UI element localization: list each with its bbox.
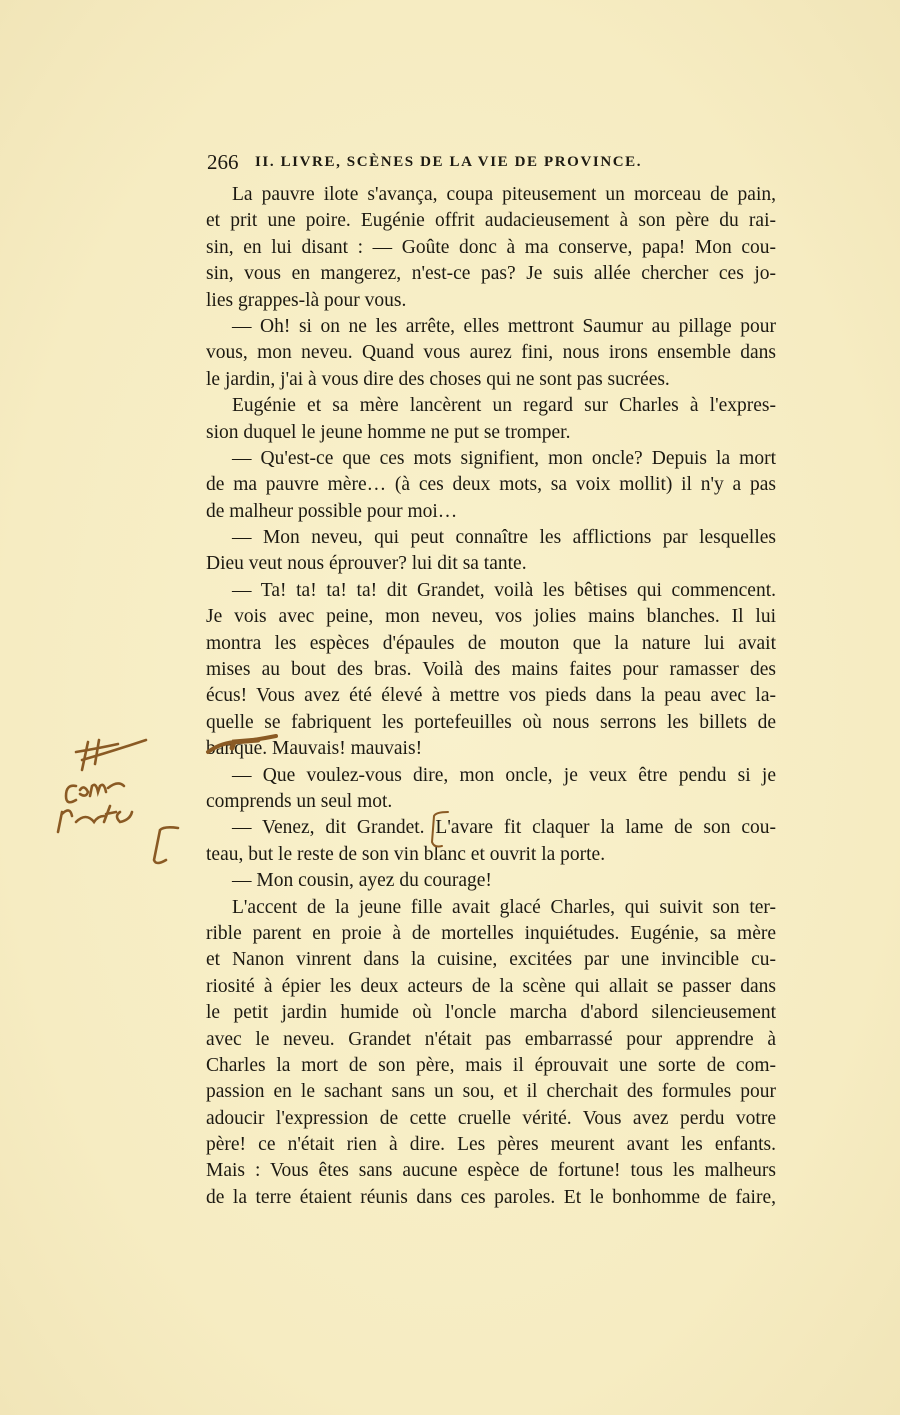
paragraph-bracket-mark-icon	[154, 827, 178, 863]
text-line-content: passion en le sachant sans un sou, et il cherchait des formules pour	[206, 1081, 776, 1103]
text-line-content: le jardin, j'ai à vous dire des choses qui ne sont pas sucrées.	[206, 368, 670, 390]
text-line	[206, 578, 776, 604]
text-line	[206, 1079, 776, 1105]
text-line	[206, 604, 776, 630]
text-line-content: de ma pauvre mère… (à ces deux mots, sa voix mollit) il n'y a pas	[206, 474, 776, 496]
running-title: II. LIVRE, SCÈNES DE LA VIE DE PROVINCE.	[255, 154, 643, 170]
text-line	[206, 710, 776, 736]
text-line-content: et prit une poire. Eugénie offrit audacieusement à son père du rai-	[206, 210, 776, 232]
text-line-content: Mais : Vous êtes sans aucune espèce de fortune! tous les malheurs	[206, 1160, 776, 1182]
text-line	[206, 974, 776, 1000]
text-line-content: adoucir l'expression de cette cruelle vérité. Vous avez perdu votre	[206, 1107, 776, 1129]
text-line-content: riosité à épier les deux acteurs de la scène qui allait se passer dans	[206, 975, 776, 997]
text-line	[206, 921, 776, 947]
text-line	[206, 367, 776, 393]
text-line	[206, 340, 776, 366]
text-line	[206, 420, 776, 446]
text-line	[206, 314, 776, 340]
text-line-content: Je vois avec peine, mon neveu, vos jolies mains blanches. Il lui	[206, 606, 776, 628]
text-line-content: sion duquel le jeune homme ne put se tromper.	[206, 421, 571, 443]
text-line	[206, 657, 776, 683]
page-header	[207, 150, 775, 176]
page-number: 266	[207, 150, 239, 174]
text-line-content: sin, vous en mangerez, n'est-ce pas? Je suis allée chercher ces jo-	[206, 263, 776, 285]
text-line	[206, 868, 776, 894]
text-line	[206, 472, 776, 498]
handwritten-note-icon	[58, 806, 132, 832]
text-line-content: — Que voulez-vous dire, mon oncle, je veux être pendu si je	[232, 764, 776, 786]
page-body-text	[206, 182, 776, 1211]
text-line	[206, 789, 776, 815]
text-line-content: de malheur possible pour moi…	[206, 500, 458, 522]
text-line	[206, 208, 776, 234]
text-line-content: père! ce n'était rien à dire. Les pères meurent avant les enfants.	[206, 1134, 776, 1156]
text-line-content: montra les espèces d'épaules de mouton que la nature lui avait	[206, 632, 776, 654]
text-line-content: de la terre étaient réunis dans ces paroles. Et le bonhomme de faire,	[206, 1186, 776, 1208]
text-line-content: — Ta! ta! ta! ta! dit Grandet, voilà les bêtises qui commencent.	[232, 579, 776, 601]
text-line	[206, 1027, 776, 1053]
text-line	[206, 683, 776, 709]
text-line	[206, 1053, 776, 1079]
text-line-content: comprends un seul mot.	[206, 790, 393, 812]
text-line	[206, 261, 776, 287]
text-line-content: — Oh! si on ne les arrête, elles mettront Saumur au pillage pour	[232, 315, 776, 337]
text-line-content: — Mon cousin, ayez du courage!	[232, 870, 492, 892]
text-line-content: le petit jardin humide où l'oncle marcha d'abord silencieusement	[206, 1002, 776, 1024]
text-line	[206, 1106, 776, 1132]
text-line-content: Charles la mort de son père, mais il éprouvait une sorte de com-	[206, 1054, 776, 1076]
text-line-content: Dieu veut nous éprouver? lui dit sa tante.	[206, 553, 527, 575]
text-line-content: sin, en lui disant : — Goûte donc à ma conserve, papa! Mon cou-	[206, 236, 776, 258]
text-line-content: — Mon neveu, qui peut connaître les afflictions par lesquelles	[232, 527, 776, 549]
text-line	[206, 446, 776, 472]
text-line	[206, 525, 776, 551]
text-line-content: L'accent de la jeune fille avait glacé Charles, qui suivit son ter-	[232, 896, 776, 918]
text-line-content: lies grappes-là pour vous.	[206, 289, 407, 311]
text-line-content: teau, but le reste de son vin blanc et ouvrit la porte.	[206, 843, 606, 865]
text-line	[206, 235, 776, 261]
text-line	[206, 393, 776, 419]
text-line-content: La pauvre ilote s'avança, coupa piteusement un morceau de pain,	[232, 184, 776, 205]
text-line-content: banque. Mauvais! mauvais!	[206, 738, 423, 760]
text-line	[206, 895, 776, 921]
text-line	[206, 842, 776, 868]
text-line-content: — Qu'est-ce que ces mots signifient, mon oncle? Depuis la mort	[232, 447, 776, 469]
text-line	[206, 288, 776, 314]
text-line-content: Eugénie et sa mère lancèrent un regard sur Charles à l'expres-	[232, 395, 776, 417]
text-line	[206, 1000, 776, 1026]
text-line	[206, 1132, 776, 1158]
text-line	[206, 551, 776, 577]
text-line	[206, 182, 776, 208]
handwritten-note-icon	[66, 783, 124, 802]
insert-space-mark-icon	[76, 740, 146, 770]
text-line-content: avec le neveu. Grandet n'était pas embarrassé pour apprendre à	[206, 1028, 776, 1050]
text-line-content: mises au bout des bras. Voilà des mains faites pour ramasser des	[206, 659, 776, 681]
text-line	[206, 499, 776, 525]
text-line-content: écus! Vous avez été élevé à mettre vos pieds dans la peau avec la-	[206, 685, 776, 707]
text-line-content: quelle se fabriquent les portefeuilles où nous serrons les billets de	[206, 711, 776, 733]
text-line-content: — Venez, dit Grandet. L'avare fit claquer la lame de son cou-	[232, 817, 776, 839]
text-line	[206, 631, 776, 657]
text-line-content: vous, mon neveu. Quand vous aurez fini, nous irons ensemble dans	[206, 342, 776, 364]
text-line-content: rible parent en proie à de mortelles inquiétudes. Eugénie, sa mère	[206, 922, 776, 944]
text-line	[206, 736, 776, 762]
text-line	[206, 1185, 776, 1211]
text-line	[206, 763, 776, 789]
text-line	[206, 1158, 776, 1184]
text-line	[206, 815, 776, 841]
text-line	[206, 947, 776, 973]
text-line-content: et Nanon vinrent dans la cuisine, excitées par une invincible cu-	[206, 949, 776, 971]
